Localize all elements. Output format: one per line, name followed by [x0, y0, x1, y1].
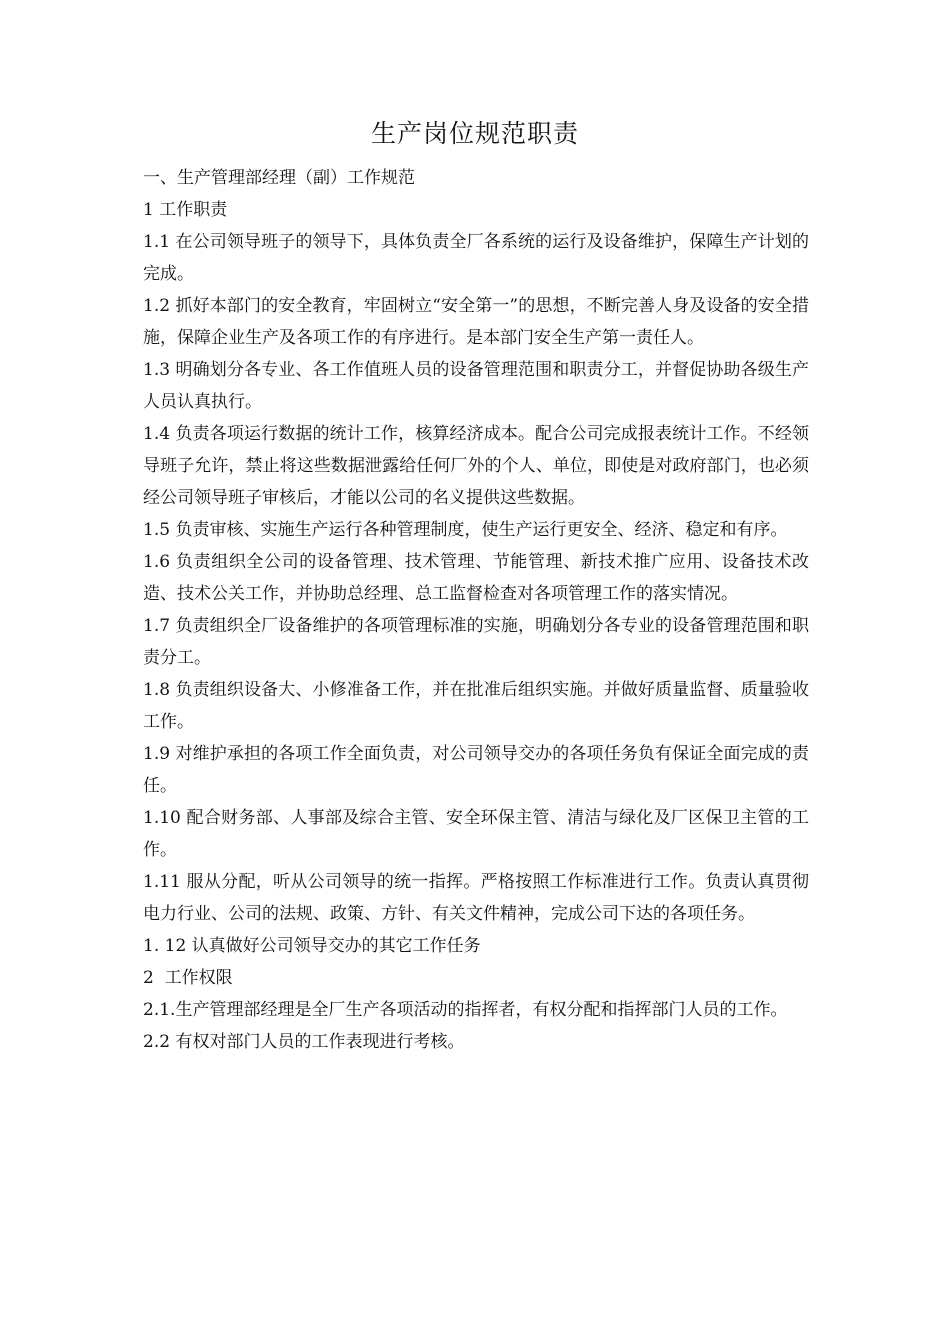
paragraph: 1.8 负责组织设备大、小修准备工作，并在批准后组织实施。并做好质量监督、质量验收工作。 [143, 680, 809, 732]
document-body [143, 162, 809, 1058]
subsection-heading: 1 工作职责 [143, 200, 228, 220]
paragraph: 1.10 配合财务部、人事部及综合主管、安全环保主管、清洁与绿化及厂区保卫主管的工作。 [143, 808, 809, 860]
paragraph: 1.4 负责各项运行数据的统计工作，核算经济成本。配合公司完成报表统计工作。不经领导班子允许，禁止将这些数据泄露给任何厂外的个人、单位，即使是对政府部门，也必须经公司领导班子审核后，才能以公司的名义提供这些数据。 [143, 424, 809, 508]
section-heading: 一、生产管理部经理（副）工作规范 [143, 168, 415, 188]
subsection-heading: 2 工作权限 [143, 968, 233, 988]
paragraph: 1.5 负责审核、实施生产运行各种管理制度，使生产运行更安全、经济、稳定和有序。 [143, 520, 788, 540]
paragraph: 1.9 对维护承担的各项工作全面负责，对公司领导交办的各项任务负有保证全面完成的责任。 [143, 744, 809, 796]
paragraph: 1.3 明确划分各专业、各工作值班人员的设备管理范围和职责分工，并督促协助各级生产人员认真执行。 [143, 360, 809, 412]
paragraph: 1.11 服从分配，听从公司领导的统一指挥。严格按照工作标准进行工作。负责认真贯彻电力行业、公司的法规、政策、方针、有关文件精神，完成公司下达的各项任务。 [143, 872, 809, 924]
paragraph: 1.7 负责组织全厂设备维护的各项管理标准的实施，明确划分各专业的设备管理范围和职责分工。 [143, 616, 809, 668]
paragraph: 2.2 有权对部门人员的工作表现进行考核。 [143, 1032, 465, 1052]
paragraph: 1.1 在公司领导班子的领导下，具体负责全厂各系统的运行及设备维护，保障生产计划的完成。 [143, 232, 809, 284]
document-title: 生产岗位规范职责 [370, 119, 579, 148]
paragraph: 1. 12 认真做好公司领导交办的其它工作任务 [143, 936, 481, 956]
paragraph: 2.1.生产管理部经理是全厂生产各项活动的指挥者，有权分配和指挥部门人员的工作。 [143, 1000, 788, 1020]
paragraph: 1.2 抓好本部门的安全教育，牢固树立“安全第一”的思想，不断完善人身及设备的安全措施，保障企业生产及各项工作的有序进行。是本部门安全生产第一责任人。 [143, 296, 809, 348]
paragraph: 1.6 负责组织全公司的设备管理、技术管理、节能管理、新技术推广应用、设备技术改造、技术公关工作，并协助总经理、总工监督检查对各项管理工作的落实情况。 [143, 552, 809, 604]
